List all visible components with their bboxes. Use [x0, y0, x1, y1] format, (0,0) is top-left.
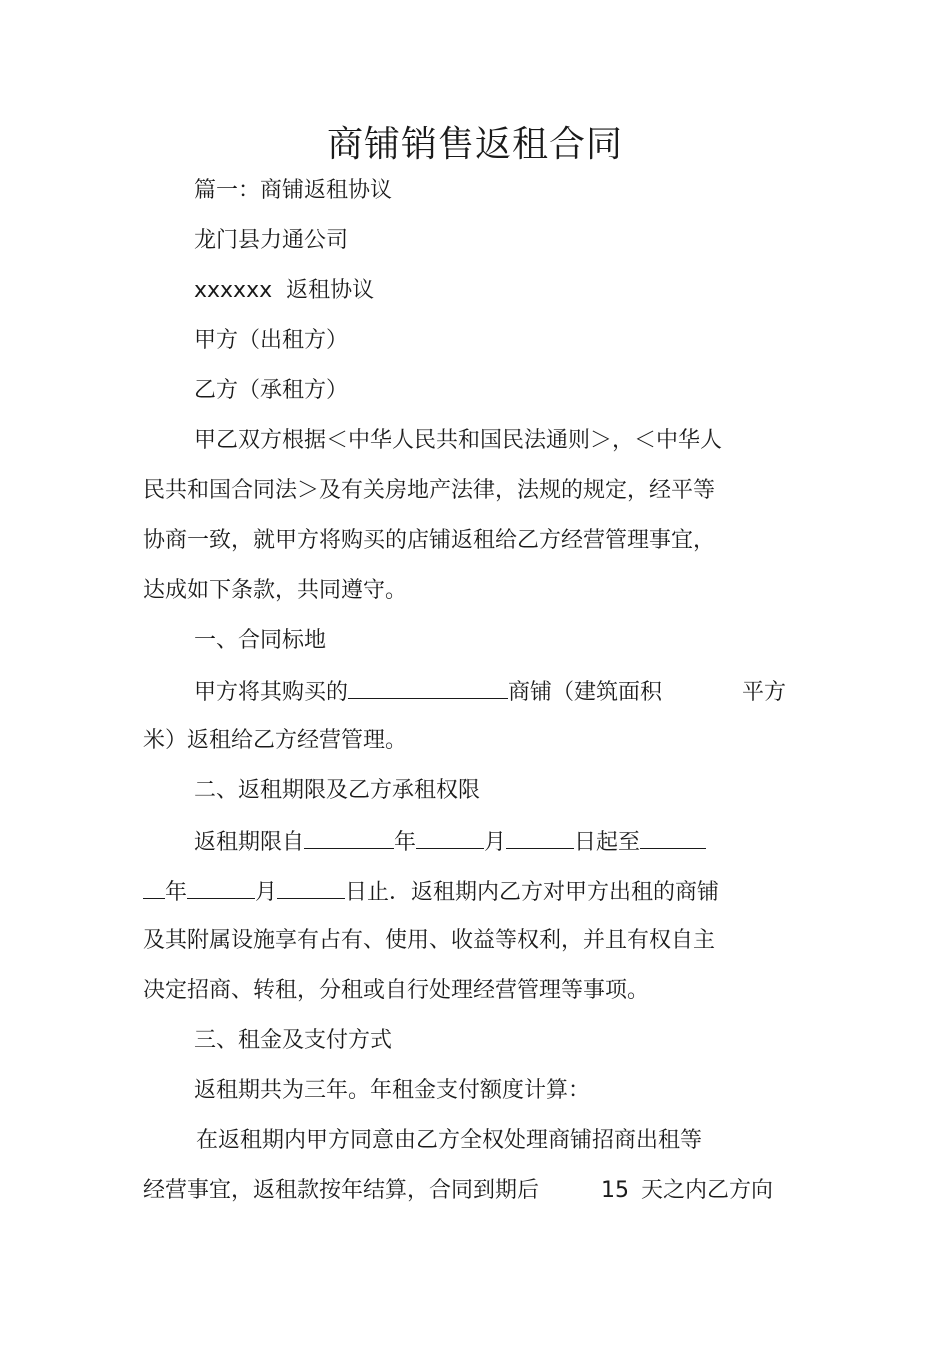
party-b-label: 乙方（承租方） [194, 378, 349, 403]
subject-text-a: 甲方将其购买的 [194, 680, 349, 705]
term-line-2 [143, 876, 719, 908]
rent-line-1: 返租期共为三年。年租金支付额度计算： [194, 1078, 591, 1103]
rent-line-2: 在返租期内甲方同意由乙方全权处理商铺招商出租等 [196, 1128, 703, 1153]
subject-line-1 [194, 676, 786, 708]
subject-text-b: 商铺（建筑面积 [508, 680, 663, 705]
party-a-label: 甲方（出租方） [194, 328, 349, 353]
term-end-year-label: 年 [165, 880, 188, 905]
agreement-name: xxxxxx 返租协议 [194, 278, 375, 303]
term-line-3: 及其附属设施享有占有、使用、收益等权利，并且有权自主 [143, 928, 716, 953]
start-month-blank[interactable] [416, 826, 484, 849]
rent-days-value: 15 [601, 1178, 630, 1203]
end-day-blank[interactable] [277, 876, 345, 899]
term-text-d: 日起至 [574, 830, 641, 855]
start-year-blank[interactable] [304, 826, 394, 849]
end-year-blank-part-1[interactable] [640, 826, 706, 849]
start-day-blank[interactable] [506, 826, 574, 849]
end-month-blank[interactable] [187, 876, 255, 899]
term-text-c: 日止．返租期内乙方对甲方出租的商铺 [345, 880, 720, 905]
preamble-line-3: 协商一致，就甲方将购买的店铺返租给乙方经营管理事宜， [143, 528, 716, 553]
subject-line-2: 米）返租给乙方经营管理。 [143, 728, 408, 753]
term-line-4: 决定招商、转租，分租或自行处理经营管理等事项。 [143, 978, 650, 1003]
term-text-a: 返租期限自 [194, 830, 305, 855]
section-heading-part-one: 篇一：商铺返租协议 [194, 178, 393, 203]
shop-name-blank[interactable] [348, 676, 508, 699]
section-heading-rent: 三、租金及支付方式 [194, 1028, 393, 1053]
term-end-month-label: 月 [255, 880, 278, 905]
rent-text-c: 天之内乙方向 [641, 1178, 774, 1203]
preamble-line-2: 民共和国合同法＞及有关房地产法律，法规的规定，经平等 [143, 478, 716, 503]
section-heading-term: 二、返租期限及乙方承租权限 [194, 778, 481, 803]
term-year-label: 年 [394, 830, 417, 855]
rent-text-a: 经营事宜，返租款按年结算，合同到期后 [143, 1178, 540, 1203]
term-month-label: 月 [484, 830, 507, 855]
end-year-blank-part-2[interactable] [143, 876, 165, 899]
company-name: 龙门县力通公司 [194, 228, 349, 253]
rent-line-3 [143, 1176, 773, 1206]
section-heading-subject: 一、合同标地 [194, 628, 327, 653]
subject-text-c: 平方 [742, 680, 787, 705]
document-title: 商铺销售返租合同 [326, 124, 623, 165]
term-line-1 [194, 826, 706, 858]
preamble-line-4: 达成如下条款，共同遵守。 [143, 578, 408, 603]
preamble-line-1: 甲乙双方根据＜中华人民共和国民法通则＞，＜中华人 [194, 428, 723, 453]
